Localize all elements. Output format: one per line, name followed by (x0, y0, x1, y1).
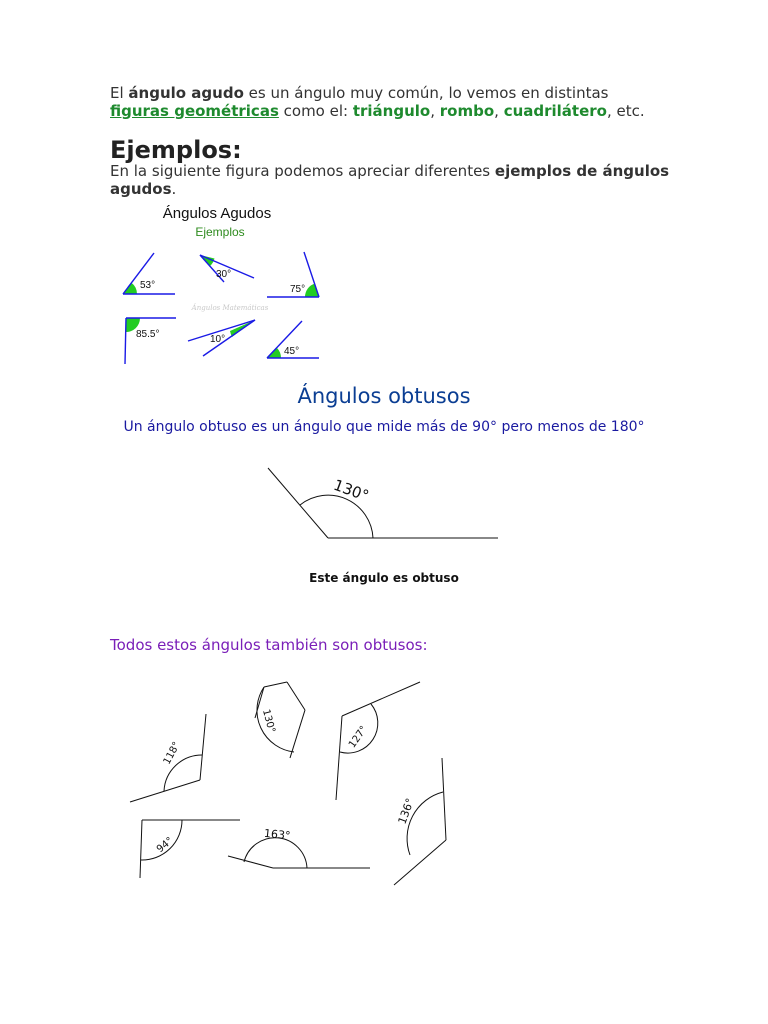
angle-94 (140, 820, 240, 878)
angle-label: 53° (140, 280, 156, 291)
angle-label: 10° (210, 334, 226, 345)
todos-text: Todos estos ángulos también son obtusos: (110, 636, 428, 654)
angle-label: 130° (259, 708, 277, 735)
angle-30 (200, 255, 254, 282)
angle-136 (394, 758, 446, 885)
ejemplos-heading: Ejemplos: (110, 136, 242, 164)
ejemplos-text: . (171, 179, 177, 198)
intro-text: , etc. (606, 101, 645, 120)
angle-130 (255, 682, 305, 758)
obtuse-angles-figure (120, 670, 460, 900)
separator: , (430, 101, 440, 120)
example-triangulo: triángulo (352, 101, 431, 120)
ejemplos-text: En la siguiente figura podemos apreciar diferentes (110, 162, 495, 180)
angle-label: 30° (216, 269, 232, 280)
angle-label: 85.5° (136, 329, 160, 340)
angle-label: 118° (161, 740, 183, 767)
acute-angles-figure (112, 200, 327, 370)
example-cuadrilatero: cuadrilátero (503, 101, 607, 120)
obtusos-definition: Un ángulo obtuso es un ángulo que mide más de 90° pero menos de 180° (123, 419, 645, 435)
intro-text: es un ángulo muy común, lo vemos en distintas (243, 84, 609, 102)
figure-caption: Este ángulo es obtuso (309, 571, 459, 585)
intro-paragraph (110, 85, 670, 120)
angle-10 (188, 320, 255, 356)
term-angulo-agudo: ángulo agudo (128, 84, 244, 102)
angle-label: 163° (263, 826, 292, 843)
figure-subtitle: Ejemplos (195, 225, 245, 239)
angle-53 (123, 253, 175, 294)
angle-label: 45° (284, 346, 300, 357)
angle-127 (336, 682, 420, 800)
intro-text: como el: (278, 101, 353, 120)
figure-title: Ángulos Agudos (162, 205, 272, 222)
angle-75 (267, 252, 319, 297)
angle-118 (130, 714, 206, 802)
angle-45 (267, 321, 319, 358)
angle-label: 94° (154, 835, 176, 856)
angle-label: 75° (290, 284, 306, 295)
separator: , (494, 101, 504, 120)
obtusos-heading: Ángulos obtusos (297, 384, 471, 408)
example-rombo: rombo (439, 101, 495, 120)
angle-label: 136° (395, 796, 417, 826)
obtuse-angle-figure (255, 460, 515, 550)
angle-163 (228, 827, 370, 868)
intro-text: El (110, 84, 129, 102)
angle-label: 127° (346, 724, 370, 751)
angle-label: 130° (331, 475, 372, 506)
figure-watermark: Ángulos Matemáticas (191, 304, 269, 312)
ejemplos-bold: ejemplos de ángulos agudos (110, 162, 670, 198)
figuras-geometricas-link[interactable]: figuras geométricas (110, 101, 279, 120)
angle-85-5 (125, 318, 176, 364)
ejemplos-paragraph (110, 163, 670, 198)
